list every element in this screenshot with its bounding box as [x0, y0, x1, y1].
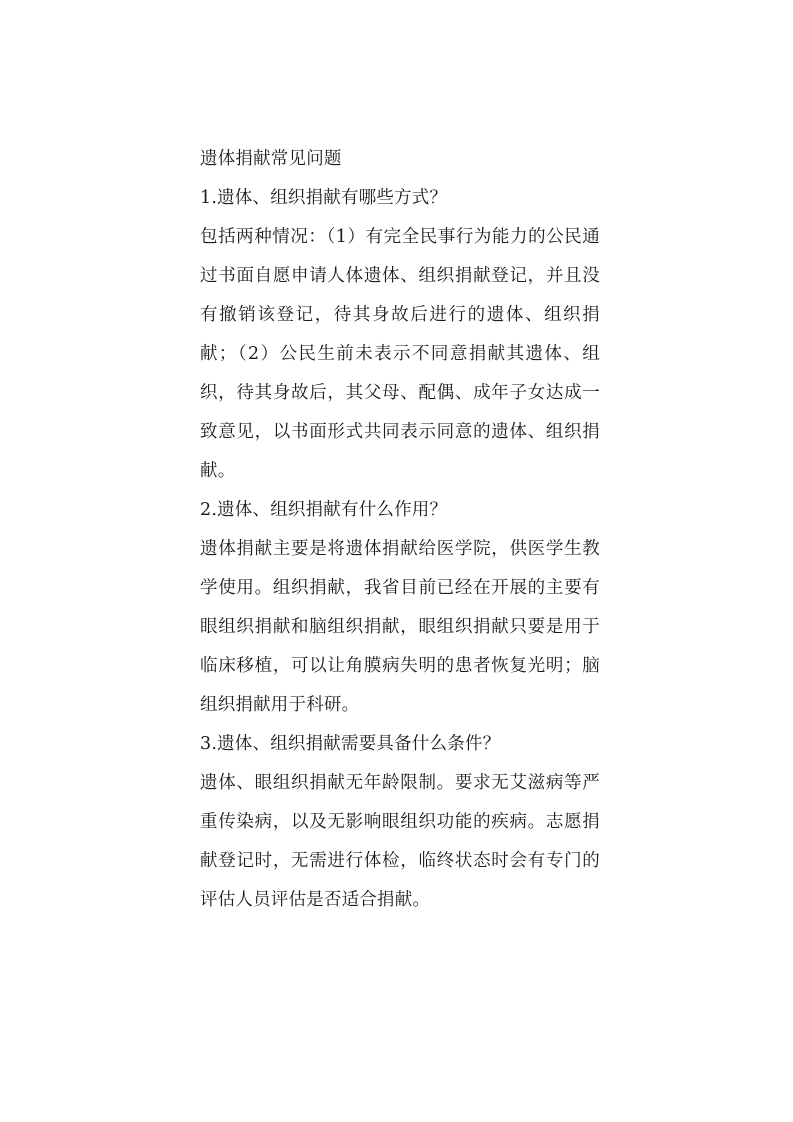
- document-title: 遗体捐献常见问题: [200, 149, 342, 169]
- question-3: 3.遗体、组织捐献需要具备什么条件？: [200, 734, 501, 754]
- answer-1: 包括两种情况：（1）有完全民事行为能力的公民通过书面自愿申请人体遗体、组织捐献登记，并且没有撤销该登记，待其身故后进行的遗体、组织捐献；（2）公民生前未表示不同意捐献其遗体、组织，待其身故后，其父母、配偶、成年子女达成一致意见，以书面形式共同表示同意的遗体、组织捐献。: [200, 227, 600, 481]
- document-body: [200, 140, 600, 920]
- question-1: 1.遗体、组织捐献有哪些方式？: [200, 188, 448, 208]
- question-2: 2.遗体、组织捐献有什么作用？: [200, 500, 448, 520]
- answer-3: 遗体、眼组织捐献无年龄限制。要求无艾滋病等严重传染病，以及无影响眼组织功能的疾病。志愿捐献登记时，无需进行体检，临终状态时会有专门的评估人员评估是否适合捐献。: [200, 773, 600, 910]
- answer-2: 遗体捐献主要是将遗体捐献给医学院，供医学生教学使用。组织捐献，我省目前已经在开展的主要有眼组织捐献和脑组织捐献，眼组织捐献只要是用于临床移植，可以让角膜病失明的患者恢复光明；脑组织捐献用于科研。: [200, 539, 600, 715]
